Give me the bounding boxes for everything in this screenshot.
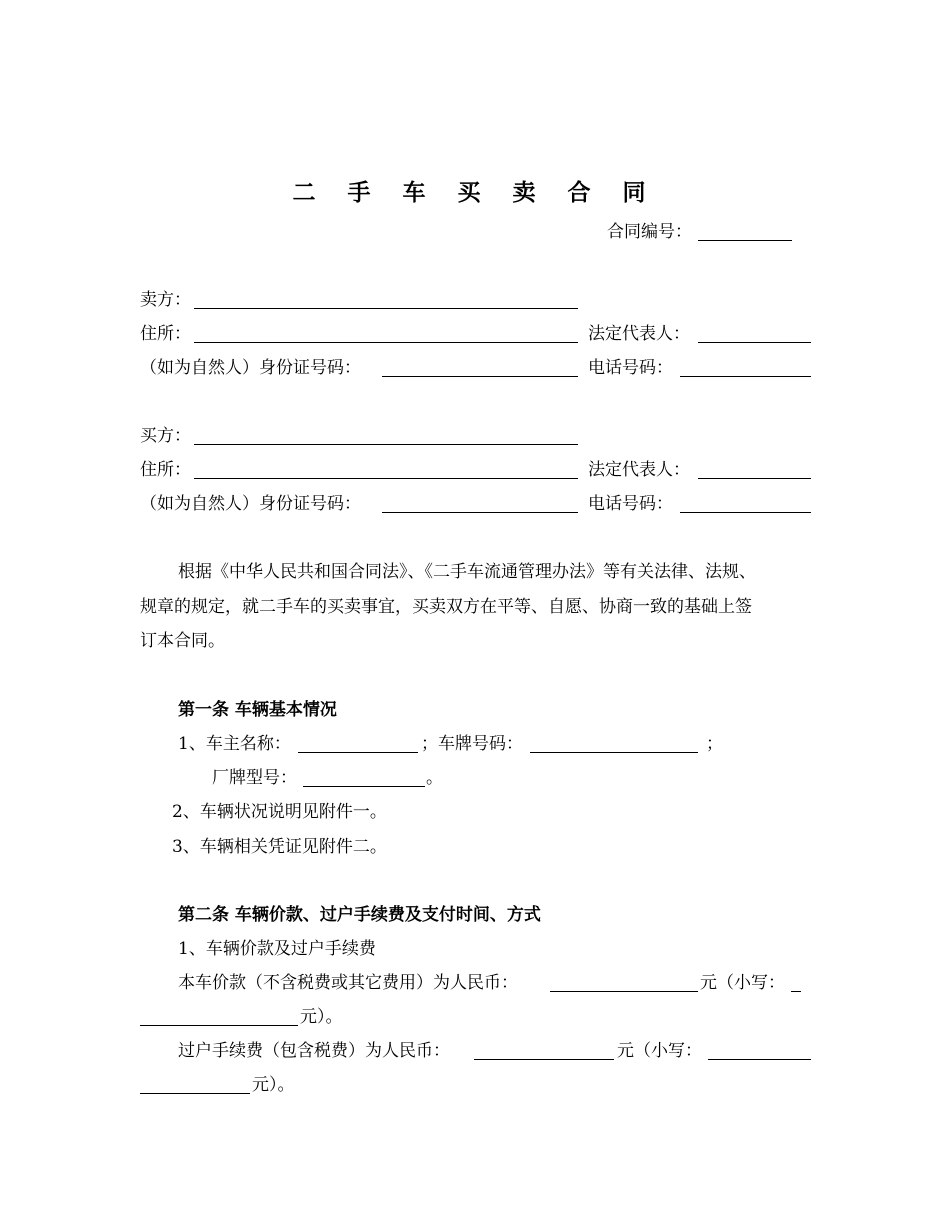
seller-phone-label: 电话号码： <box>588 358 673 378</box>
buyer-phone-field[interactable] <box>680 512 811 513</box>
price-label: 本车价款（不含税费或其它费用）为人民币： <box>178 973 518 993</box>
seller-id-field[interactable] <box>382 376 578 377</box>
plate-number-field[interactable] <box>530 752 698 753</box>
plate-number-end: ； <box>706 734 723 754</box>
article-1-item-2: 2、车辆状况说明见附件一。 <box>172 802 387 822</box>
buyer-name-field[interactable] <box>194 444 578 445</box>
buyer-address-label: 住所： <box>140 460 191 480</box>
buyer-legal-rep-label: 法定代表人： <box>588 460 690 480</box>
buyer-phone-label: 电话号码： <box>588 494 673 514</box>
brand-model-end: 。 <box>426 768 443 788</box>
fee-lowercase-field[interactable] <box>140 1093 250 1094</box>
fee-yuan-label: 元（小写： <box>617 1041 702 1061</box>
seller-legal-rep-label: 法定代表人： <box>588 324 690 344</box>
document-title: 二 手 车 买 卖 合 同 <box>292 180 658 206</box>
seller-phone-field[interactable] <box>680 376 811 377</box>
seller-legal-rep-field[interactable] <box>698 342 811 343</box>
contract-number-label: 合同编号： <box>607 222 692 242</box>
buyer-address-field[interactable] <box>194 478 578 479</box>
buyer-legal-rep-field[interactable] <box>698 478 811 479</box>
article-2-heading: 第二条 车辆价款、过户手续费及支付时间、方式 <box>178 905 541 925</box>
price-uppercase-field[interactable] <box>550 991 698 992</box>
plate-number-label: ；车牌号码： <box>421 734 523 754</box>
intro-line-3: 订本合同。 <box>140 631 225 651</box>
buyer-name-label: 买方： <box>140 426 191 446</box>
contract-number-field[interactable] <box>698 240 792 241</box>
owner-name-label: 1、车主名称： <box>178 734 291 754</box>
brand-model-label: 厂牌型号： <box>212 768 297 788</box>
seller-name-label: 卖方： <box>140 290 191 310</box>
price-lowercase-field[interactable] <box>140 1025 298 1026</box>
fee-label: 过户手续费（包含税费）为人民币： <box>178 1041 450 1061</box>
seller-address-label: 住所： <box>140 324 191 344</box>
buyer-id-field[interactable] <box>382 512 578 513</box>
intro-line-1: 根据《中华人民共和国合同法》、《二手车流通管理办法》等有关法律、法规、 <box>178 562 756 582</box>
article-1-heading: 第一条 车辆基本情况 <box>178 700 337 720</box>
price-yuan-label: 元（小写： <box>700 973 785 993</box>
fee-end: 元）。 <box>252 1075 295 1095</box>
brand-model-field[interactable] <box>303 786 425 787</box>
article-1-item-3: 3、车辆相关凭证见附件二。 <box>172 837 387 857</box>
buyer-id-label: （如为自然人）身份证号码： <box>140 494 361 514</box>
price-end: 元）。 <box>300 1007 343 1027</box>
seller-id-label: （如为自然人）身份证号码： <box>140 358 361 378</box>
price-lowercase-field-start[interactable] <box>791 991 801 992</box>
fee-lowercase-field-start[interactable] <box>708 1059 811 1060</box>
seller-name-field[interactable] <box>194 308 578 309</box>
fee-uppercase-field[interactable] <box>474 1059 614 1060</box>
seller-address-field[interactable] <box>194 342 578 343</box>
owner-name-field[interactable] <box>298 752 418 753</box>
intro-line-2: 规章的规定，就二手车的买卖事宜，买卖双方在平等、自愿、协商一致的基础上签 <box>140 597 752 617</box>
article-2-item-1: 1、车辆价款及过户手续费 <box>178 939 376 959</box>
